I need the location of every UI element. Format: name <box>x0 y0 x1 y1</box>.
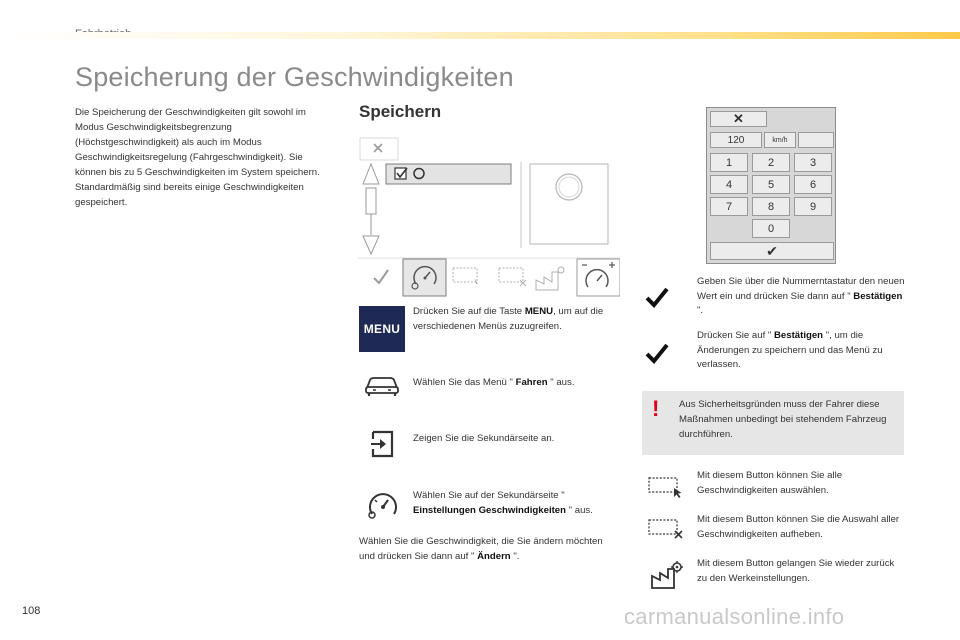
select-all-text: Mit diesem Button können Sie alle Geschwindigkeiten auswählen. <box>697 470 843 496</box>
keypad-confirm-button[interactable]: ✔ <box>710 242 834 260</box>
reset-text: Mit diesem Button gelangen Sie wieder zurück zu den Werkeinstellungen. <box>697 558 895 584</box>
step-secondary-text: Zeigen Sie die Sekundärseite an. <box>413 433 555 444</box>
step-change-text: Wählen Sie die Geschwindigkeit, die Sie ändern möchten und drücken Sie dann auf " Ändern ". <box>359 536 603 562</box>
step-settings-text: Wählen Sie auf der Sekundärseite " Einstellungen Geschwindigkeiten " aus. <box>413 490 593 516</box>
select-all-icon <box>647 474 685 498</box>
keypad-key-6[interactable]: 6 <box>794 175 832 194</box>
check-icon <box>645 343 669 365</box>
scroll-bar <box>363 164 379 254</box>
step-driving-text: Wählen Sie das Menü " Fahren " aus. <box>413 377 575 388</box>
dial-panel <box>530 164 608 244</box>
keypad-key-3[interactable]: 3 <box>794 153 832 172</box>
step-menu-text: Drücken Sie auf die Taste MENU, um auf die verschiedenen Menüs zuzugreifen. <box>413 306 604 332</box>
factory-reset-icon <box>650 560 684 590</box>
keypad-key-0[interactable]: 0 <box>752 219 790 238</box>
warning-text: Aus Sicherheitsgründen muss der Fahrer diese Maßnahmen unbedingt bei stehendem Fahrzeug durchführen. <box>679 399 887 440</box>
section-heading: Speichern <box>359 102 442 121</box>
keypad-key-9[interactable]: 9 <box>794 197 832 216</box>
keypad-speed-unit: km/h <box>764 132 796 148</box>
keypad-speed-value: 120 <box>710 132 762 148</box>
header-bar <box>0 32 960 39</box>
menu-key-icon: MENU <box>359 306 405 352</box>
keypad-key-1[interactable]: 1 <box>710 153 748 172</box>
keypad-key-4[interactable]: 4 <box>710 175 748 194</box>
keypad-key-5[interactable]: 5 <box>752 175 790 194</box>
keypad-field-extension <box>798 132 834 148</box>
toolbar-speed-plus-minus-icon <box>577 259 620 296</box>
deselect-all-icon <box>647 516 685 540</box>
toolbar-check-icon <box>374 270 388 283</box>
selected-menu-row <box>386 164 511 184</box>
keypad-key-7[interactable]: 7 <box>710 197 748 216</box>
check-icon <box>645 287 669 309</box>
confirm-save-text: Drücken Sie auf " Bestätigen ", um die Änderungen zu speichern und das Menü zu verlassen. <box>697 330 883 370</box>
deselect-all-text: Mit diesem Button können Sie die Auswahl aller Geschwindigkeiten aufheben. <box>697 514 900 540</box>
secondary-page-icon <box>370 429 396 459</box>
keypad-key-8[interactable]: 8 <box>752 197 790 216</box>
page-number: 108 <box>22 605 41 617</box>
confirm-enter-text: Geben Sie über die Nummerntastatur den neuen Wert ein und drücken Sie dann auf " Bestätigen ". <box>697 276 905 316</box>
speed-settings-icon <box>366 489 400 519</box>
keypad-key-2[interactable]: 2 <box>752 153 790 172</box>
watermark: carmanualsonline.info <box>624 604 845 629</box>
toolbar-deselect-all-icon <box>499 268 526 286</box>
toolbar-reset-icon <box>536 267 564 290</box>
keypad-close-button[interactable]: ✕ <box>710 111 767 127</box>
numeric-keypad <box>706 107 836 264</box>
warning-icon: ! <box>652 396 660 421</box>
page-title: Speicherung der Geschwindigkeiten <box>75 62 514 92</box>
toolbar-select-all-icon <box>453 268 478 284</box>
intro-paragraph: Die Speicherung der Geschwindigkeiten gilt sowohl im Modus Geschwindigkeitsbegrenzung (Höchstgeschwindigkeit) als auch im Modus Geschwindigkeitsregelung (Fahrgeschwindigkeit). Sie können bis zu 5 Geschwindigkeiten im System speichern. Standardmäßig sind bereits einige Geschwindigkeiten gespeichert. <box>75 107 320 208</box>
close-icon <box>360 138 398 160</box>
toolbar-speed-settings-icon <box>403 259 446 296</box>
screen-illustration <box>358 132 620 298</box>
car-icon <box>364 373 400 397</box>
